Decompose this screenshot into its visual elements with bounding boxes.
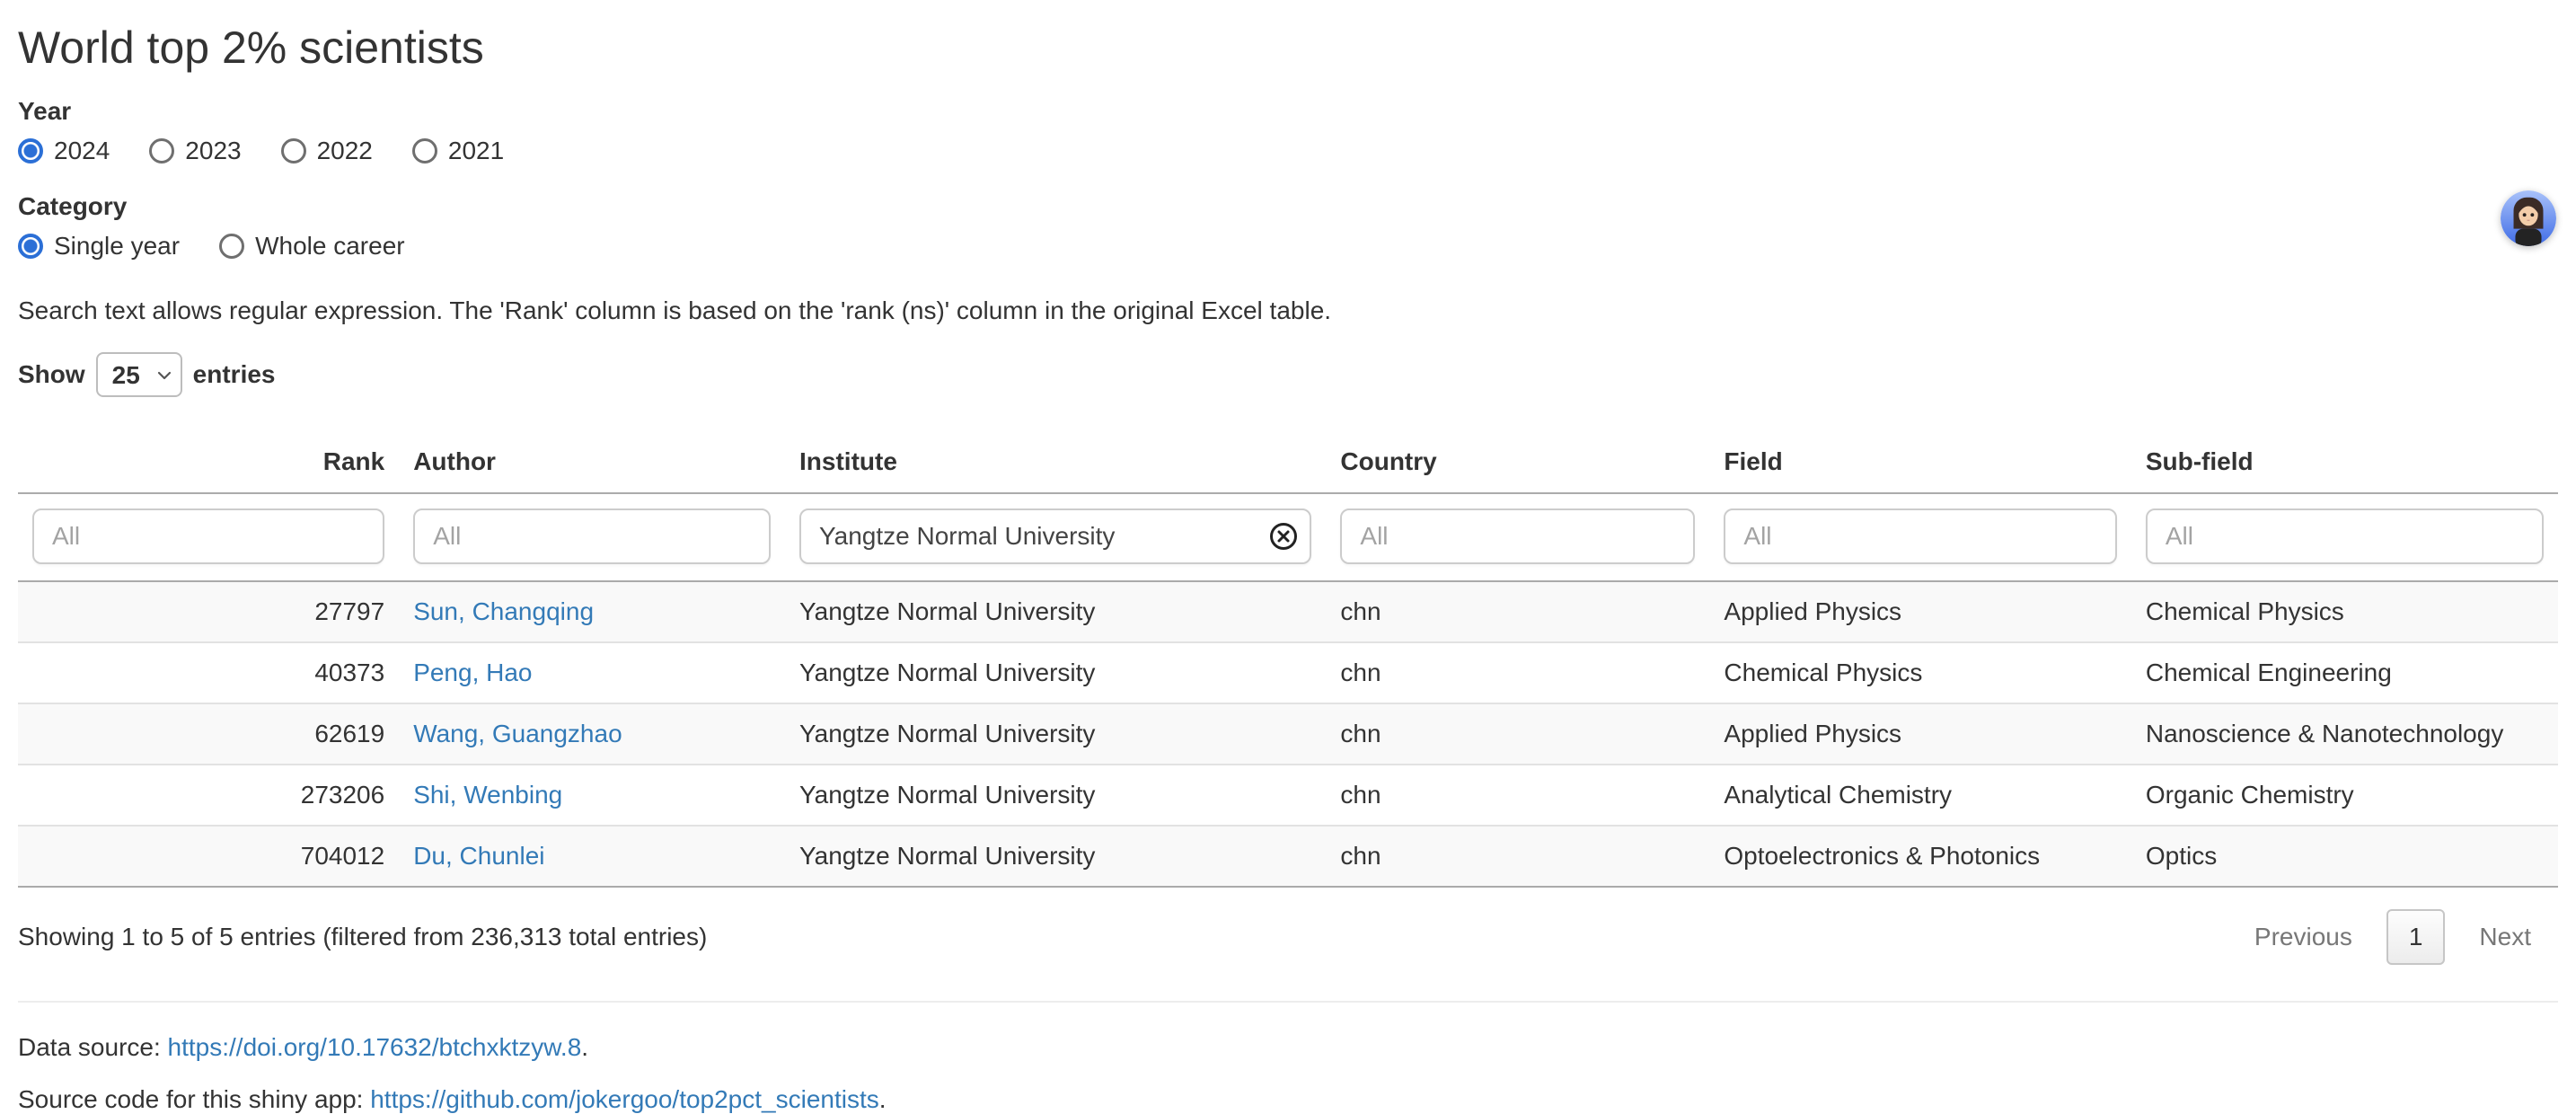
year-option-label: 2022 [316,137,373,164]
year-radio-2024[interactable] [18,138,43,164]
rank-cell: 273206 [18,765,399,826]
data-source-period: . [581,1033,589,1061]
data-source-link[interactable]: https://doi.org/10.17632/btchxktzyw.8 [167,1033,582,1061]
country-filter-input[interactable] [1340,508,1695,564]
subfield-filter-input[interactable] [2146,508,2544,564]
show-label: Show [18,360,85,388]
source-code-period: . [878,1085,887,1113]
scientists-table [18,426,2558,888]
category-radio-single-year[interactable] [18,234,43,259]
column-header-country: Country [1326,426,1709,493]
field-cell: Chemical Physics [1709,642,2130,703]
page-1-button[interactable]: 1 [2386,909,2446,965]
year-radio-2022[interactable] [281,138,306,164]
avatar-body [2515,229,2541,246]
subfield-cell: Chemical Physics [2145,597,2344,625]
table-row [18,703,2558,765]
source-code-link[interactable]: https://github.com/jokergoo/top2pct_scientists [370,1085,879,1113]
subfield-cell: Nanoscience & Nanotechnology [2131,703,2558,765]
source-code-label: Source code for this shiny app: [18,1085,371,1113]
year-option-2021[interactable] [412,137,504,165]
year-option-label: 2021 [447,137,505,164]
field-filter-input[interactable] [1724,508,2116,564]
category-radio-whole-career[interactable] [219,234,244,259]
field-cell: Analytical Chemistry [1709,765,2130,826]
category-option-whole-career[interactable] [219,232,405,261]
table-row [18,826,2558,887]
entries-per-page-select[interactable] [96,352,182,397]
column-header-field: Field [1709,426,2130,493]
institute-cell: Yangtze Normal University [785,703,1326,765]
field-cell: Applied Physics [1724,597,1902,625]
rank-cell: 62619 [18,703,399,765]
country-cell: chn [1326,765,1709,826]
field-cell: Optoelectronics & Photonics [1709,826,2130,887]
divider [18,1001,2558,1003]
column-header-subfield: Sub-field [2131,426,2558,493]
institute-cell: Yangtze Normal University [799,597,1096,625]
table-row [18,581,2558,642]
column-header-institute: Institute [785,426,1326,493]
main-container [0,22,2576,1114]
institute-cell: Yangtze Normal University [785,826,1326,887]
subfield-cell: Chemical Engineering [2131,642,2558,703]
clear-filter-icon[interactable] [1268,521,1299,552]
category-label: Category [18,192,128,220]
rank-cell: 27797 [314,597,385,625]
next-page-button[interactable]: Next [2479,923,2531,950]
table-filter-row [18,493,2558,581]
user-avatar[interactable] [2501,190,2556,246]
subfield-cell: Optics [2131,826,2558,887]
rank-cell: 40373 [18,642,399,703]
year-radio-2023[interactable] [149,138,174,164]
rank-cell: 704012 [18,826,399,887]
page-title: World top 2% scientists [18,22,484,73]
entries-label: entries [192,360,276,388]
subfield-cell: Organic Chemistry [2131,765,2558,826]
category-option-single-year[interactable] [18,232,180,261]
table-row [18,642,2558,703]
year-option-label: 2024 [54,137,110,164]
category-radio-group [18,232,2558,261]
year-radio-group [18,137,2558,165]
data-source-line [18,1033,2558,1062]
rank-filter-input[interactable] [32,508,384,564]
category-option-label: Whole career [255,232,405,260]
table-footer [18,909,2558,965]
country-cell: chn [1326,826,1709,887]
institute-filter-input[interactable] [799,508,1311,564]
pagination [2236,909,2558,965]
data-source-label: Data source: [18,1033,168,1061]
institute-cell: Yangtze Normal University [785,642,1326,703]
country-cell: chn [1340,597,1381,625]
category-option-label: Single year [54,232,181,260]
column-header-rank: Rank [18,426,399,493]
source-code-line [18,1085,2558,1114]
search-help-note: Search text allows regular expression. The 'Rank' column is based on the 'rank (ns)' column in the original Excel table. [18,296,1332,324]
author-link[interactable]: Wang, Guangzhao [413,720,622,747]
year-option-2022[interactable] [281,137,373,165]
author-link[interactable]: Shi, Wenbing [413,781,563,809]
author-link[interactable]: Sun, Changqing [413,597,595,625]
country-cell: chn [1326,642,1709,703]
table-header-row [18,426,2558,493]
year-option-2024[interactable] [18,137,110,165]
institute-cell: Yangtze Normal University [785,765,1326,826]
column-header-author: Author [399,426,785,493]
table-length-control [18,352,2558,397]
author-link[interactable]: Du, Chunlei [413,842,545,870]
table-info: Showing 1 to 5 of 5 entries (filtered from 236,313 total entries) [18,923,708,950]
year-option-label: 2023 [185,137,242,164]
table-row [18,765,2558,826]
field-cell: Applied Physics [1709,703,2130,765]
year-radio-2021[interactable] [412,138,437,164]
year-label: Year [18,97,72,125]
year-option-2023[interactable] [149,137,241,165]
country-cell: chn [1326,703,1709,765]
previous-page-button[interactable]: Previous [2254,923,2352,950]
author-link[interactable]: Peng, Hao [413,659,533,686]
author-filter-input[interactable] [413,508,771,564]
